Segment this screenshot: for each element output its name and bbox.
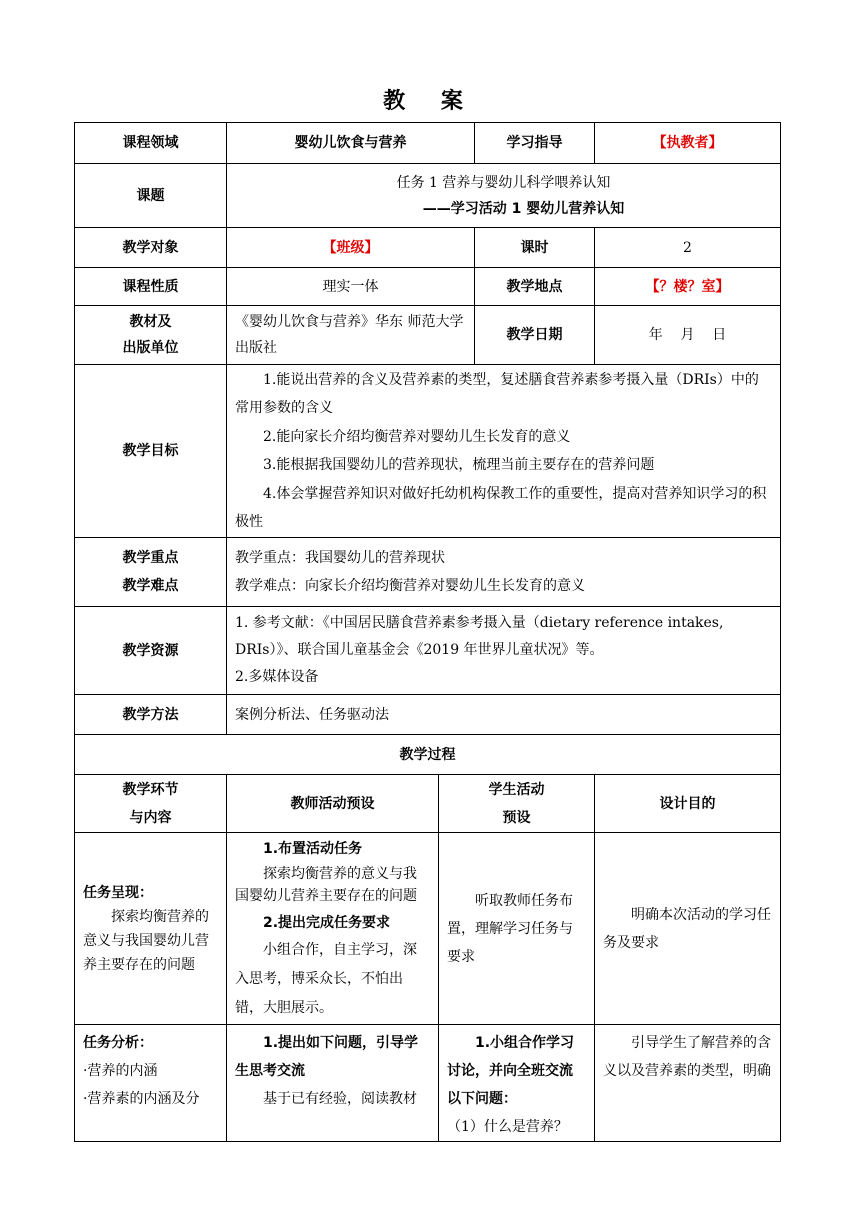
topic-line-1: 任务 1 营养与婴幼儿科学喂养认知 — [396, 174, 611, 191]
date-label: 教学日期 — [475, 306, 595, 365]
textbook-label-line-2: 出版单位 — [122, 340, 179, 356]
col-stage-line-2: 与内容 — [129, 809, 172, 826]
guide-label: 学习指导 — [475, 123, 595, 164]
goal-item: 4.体会掌握营养知识对做好托幼机构保教工作的重要性，提高对营养知识学习的积极性 — [235, 485, 767, 530]
difficulty-label: 教学难点 — [122, 578, 179, 594]
col-stage-line-1: 教学环节 — [122, 781, 179, 798]
process-header: 教学过程 — [75, 735, 781, 775]
goal-item: 1.能说出营养的含义及营养素的类型，复述膳食营养素参考摄入量（DRIs）中的常用参数的含义 — [235, 371, 759, 416]
task1-purpose: 明确本次活动的学习任务及要求 — [595, 833, 781, 1025]
goals-list — [227, 365, 781, 538]
key-difficulty-label — [75, 538, 227, 607]
place-label: 教学地点 — [475, 268, 595, 306]
task2-bullet-1: ·营养的内涵 — [83, 1063, 158, 1079]
col-teacher-header: 教师活动预设 — [227, 775, 439, 833]
target-value: 【班级】 — [227, 228, 475, 268]
method-value: 案例分析法、任务驱动法 — [227, 695, 781, 735]
col-student-line-1: 学生活动 — [488, 781, 545, 798]
task2-teacher-heading-1: 1.提出如下问题，引导学生思考交流 — [235, 1035, 419, 1079]
task1-content: 探索均衡营养的意义与我国婴幼儿营养主要存在的问题 — [83, 908, 209, 973]
task2-teacher — [227, 1025, 439, 1142]
task2-student — [439, 1025, 595, 1142]
task1-teacher-text-2: 小组合作，自主学习，深入思考，博采众长，不怕出错，大胆展示。 — [235, 942, 417, 1016]
target-label: 教学对象 — [75, 228, 227, 268]
lesson-plan-table — [74, 122, 781, 1142]
task2-student-heading-1: 1.小组合作学习讨论，并向全班交流以下问题： — [447, 1035, 575, 1107]
nature-value: 理实一体 — [227, 268, 475, 306]
goal-item: 2.能向家长介绍均衡营养对婴幼儿生长发育的意义 — [263, 428, 571, 445]
goal-item: 3.能根据我国婴幼儿的营养现状，梳理当前主要存在的营养问题 — [263, 457, 655, 473]
field-label: 课程领域 — [75, 123, 227, 164]
textbook-label-line-1: 教材及 — [129, 314, 172, 330]
resource-value — [227, 607, 781, 695]
resource-item-2: 2.多媒体设备 — [235, 669, 319, 685]
task1-title: 任务呈现： — [83, 884, 153, 901]
col-stage-header — [75, 775, 227, 833]
task1-teacher-heading-1: 1.布置活动任务 — [263, 841, 363, 857]
col-student-line-2: 预设 — [502, 809, 531, 826]
field-value: 婴幼儿饮食与营养 — [227, 123, 475, 164]
task2-stage — [75, 1025, 227, 1142]
nature-label: 课程性质 — [75, 268, 227, 306]
topic-line-2: ——学习活动 1 婴幼儿营养认知 — [422, 200, 625, 217]
method-label: 教学方法 — [75, 695, 227, 735]
hours-value: 2 — [595, 228, 781, 268]
guide-value: 【执教者】 — [595, 123, 781, 164]
task2-title: 任务分析： — [83, 1035, 153, 1051]
col-student-header — [439, 775, 595, 833]
topic-label: 课题 — [75, 164, 227, 228]
task2-student-text-1: （1）什么是营养？ — [447, 1119, 568, 1135]
col-purpose-header: 设计目的 — [595, 775, 781, 833]
resource-label: 教学资源 — [75, 607, 227, 695]
place-value: 【？楼？室】 — [595, 268, 781, 306]
task1-stage — [75, 833, 227, 1025]
page-title: 教 案 — [383, 89, 477, 114]
textbook-value: 《婴幼儿饮食与营养》华东 师范大学出版社 — [227, 306, 475, 365]
task1-teacher-text-1: 探索均衡营养的意义与我国婴幼儿营养主要存在的问题 — [235, 865, 417, 904]
task1-teacher-heading-2: 2.提出完成任务要求 — [263, 914, 391, 931]
resource-item-1: 1. 参考文献：《中国居民膳食营养素参考摄入量（dietary reference intakes, DRIs）》、联合国儿童基金会《2019 年世界儿童状况》等。 — [235, 615, 724, 658]
key-point: 教学重点：我国婴幼儿的营养现状 — [235, 550, 445, 566]
key-difficulty-value — [227, 538, 781, 607]
date-value: 年 月 日 — [595, 306, 781, 365]
task1-teacher — [227, 833, 439, 1025]
task2-purpose: 引导学生了解营养的含义以及营养素的类型，明确 — [595, 1025, 781, 1142]
hours-label: 课时 — [475, 228, 595, 268]
task2-teacher-text-1: 基于已有经验，阅读教材 — [263, 1091, 417, 1107]
textbook-label — [75, 306, 227, 365]
key-label: 教学重点 — [122, 550, 179, 566]
task2-bullet-2: ·营养素的内涵及分 — [83, 1091, 200, 1107]
difficult-point: 教学难点：向家长介绍均衡营养对婴幼儿生长发育的意义 — [235, 578, 585, 594]
task1-student: 听取教师任务布置，理解学习任务与要求 — [439, 833, 595, 1025]
topic-value — [227, 164, 781, 228]
goals-label: 教学目标 — [75, 365, 227, 538]
